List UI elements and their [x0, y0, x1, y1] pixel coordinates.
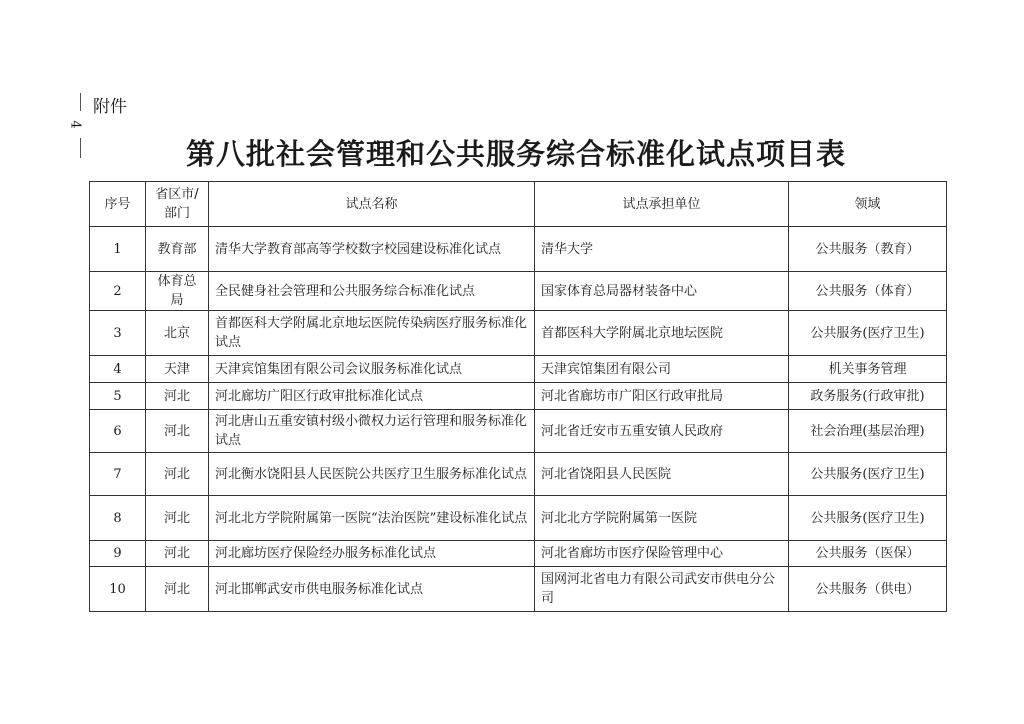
row-province: 河北 — [146, 410, 209, 453]
row-province: 天津 — [146, 356, 209, 383]
header-province: 省区市/部门 — [146, 182, 209, 227]
row-no: 10 — [90, 567, 146, 612]
table-row — [90, 541, 947, 567]
row-province: 教育部 — [146, 227, 209, 272]
row-field: 公共服务（教育） — [789, 227, 947, 272]
row-pilot-name: 河北唐山五重安镇村级小微权力运行管理和服务标准化试点 — [209, 410, 535, 453]
table-row — [90, 272, 947, 311]
margin-rule-top — [80, 93, 81, 111]
row-no: 9 — [90, 541, 146, 567]
row-field: 公共服务(医疗卫生) — [789, 453, 947, 496]
table-row — [90, 311, 947, 356]
row-unit: 国家体育总局器材装备中心 — [535, 272, 789, 311]
table-header-row — [90, 182, 947, 227]
row-no: 6 — [90, 410, 146, 453]
header-unit: 试点承担单位 — [535, 182, 789, 227]
row-unit: 天津宾馆集团有限公司 — [535, 356, 789, 383]
attachment-label: 附件 — [93, 97, 127, 117]
row-pilot-name: 天津宾馆集团有限公司会议服务标准化试点 — [209, 356, 535, 383]
row-no: 2 — [90, 272, 146, 311]
table-row — [90, 356, 947, 383]
table-row — [90, 227, 947, 272]
header-field: 领域 — [789, 182, 947, 227]
row-unit: 首都医科大学附属北京地坛医院 — [535, 311, 789, 356]
row-pilot-name: 首都医科大学附属北京地坛医院传染病医疗服务标准化试点 — [209, 311, 535, 356]
row-no: 5 — [90, 383, 146, 410]
row-pilot-name: 河北衡水饶阳县人民医院公共医疗卫生服务标准化试点 — [209, 453, 535, 496]
table-row — [90, 567, 947, 612]
row-province: 北京 — [146, 311, 209, 356]
row-province: 河北 — [146, 383, 209, 410]
row-unit: 河北省迁安市五重安镇人民政府 — [535, 410, 789, 453]
row-field: 公共服务（体育） — [789, 272, 947, 311]
row-field: 机关事务管理 — [789, 356, 947, 383]
row-pilot-name: 清华大学教育部高等学校数字校园建设标准化试点 — [209, 227, 535, 272]
row-pilot-name: 河北北方学院附属第一医院“法治医院”建设标准化试点 — [209, 496, 535, 541]
document-title: 第八批社会管理和公共服务综合标准化试点项目表 — [185, 137, 846, 171]
row-field: 政务服务(行政审批) — [789, 383, 947, 410]
row-pilot-name: 河北邯郸武安市供电服务标准化试点 — [209, 567, 535, 612]
row-no: 4 — [90, 356, 146, 383]
row-pilot-name: 河北廊坊广阳区行政审批标准化试点 — [209, 383, 535, 410]
row-no: 8 — [90, 496, 146, 541]
table-row — [90, 383, 947, 410]
row-pilot-name: 全民健身社会管理和公共服务综合标准化试点 — [209, 272, 535, 311]
table-row — [90, 496, 947, 541]
row-no: 3 — [90, 311, 146, 356]
row-province: 体育总局 — [146, 272, 209, 311]
row-unit: 河北省廊坊市医疗保险管理中心 — [535, 541, 789, 567]
row-no: 1 — [90, 227, 146, 272]
row-province: 河北 — [146, 567, 209, 612]
row-field: 公共服务（供电） — [789, 567, 947, 612]
row-unit: 清华大学 — [535, 227, 789, 272]
row-field: 社会治理(基层治理) — [789, 410, 947, 453]
header-name: 试点名称 — [209, 182, 535, 227]
row-province: 河北 — [146, 496, 209, 541]
row-unit: 国网河北省电力有限公司武安市供电分公司 — [535, 567, 789, 612]
row-field: 公共服务（医保） — [789, 541, 947, 567]
row-field: 公共服务(医疗卫生) — [789, 311, 947, 356]
header-no: 序号 — [90, 182, 146, 227]
page-number: 4 — [67, 120, 83, 129]
row-field: 公共服务(医疗卫生) — [789, 496, 947, 541]
row-no: 7 — [90, 453, 146, 496]
pilot-project-table — [89, 181, 947, 612]
row-unit: 河北北方学院附属第一医院 — [535, 496, 789, 541]
table-row — [90, 410, 947, 453]
table-row — [90, 453, 947, 496]
row-unit: 河北省饶阳县人民医院 — [535, 453, 789, 496]
row-pilot-name: 河北廊坊医疗保险经办服务标准化试点 — [209, 541, 535, 567]
row-province: 河北 — [146, 541, 209, 567]
row-province: 河北 — [146, 453, 209, 496]
row-unit: 河北省廊坊市广阳区行政审批局 — [535, 383, 789, 410]
